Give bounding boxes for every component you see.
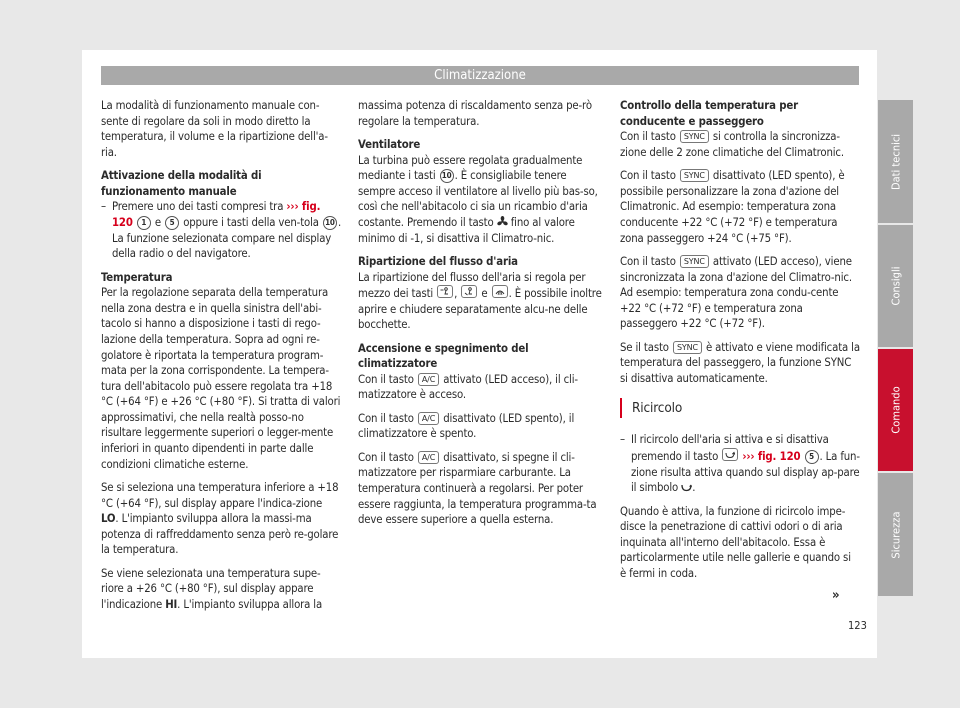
text: è attivato e viene modificata la temperatura del passeggero, la funzione SYNC si disattiva automaticamente. bbox=[620, 340, 860, 385]
callout-number: 10 bbox=[323, 216, 337, 230]
ac-paragraph-2 bbox=[358, 411, 602, 442]
section-title-recirculation: Ricircolo bbox=[620, 398, 860, 418]
fan-icon bbox=[497, 216, 508, 227]
text: . È possibile inoltre aprire e chiudere separatamente alcu-ne delle bocchette. bbox=[358, 287, 602, 332]
sync-paragraph-2 bbox=[620, 168, 860, 246]
callout-number: 5 bbox=[805, 450, 819, 464]
text: Se si seleziona una temperatura inferiore a +18 °C (+64 °F), sul display appare l'indica-zione bbox=[101, 481, 339, 510]
temperature-hi-paragraph bbox=[101, 566, 341, 613]
recirculation-symbol-icon bbox=[681, 483, 692, 492]
tab-sicurezza[interactable] bbox=[878, 473, 913, 596]
text: Con il tasto bbox=[620, 254, 676, 268]
airflow-windshield-icon bbox=[492, 285, 508, 298]
text: attivato (LED acceso), il cli-matizzatore è acceso. bbox=[358, 372, 578, 402]
recirculation-step bbox=[620, 432, 860, 495]
lo-indicator: LO bbox=[101, 512, 116, 526]
text: fino al valore minimo di -1, si disattiva il Climatro-nic. bbox=[358, 215, 575, 245]
page-number: 123 bbox=[848, 619, 867, 632]
distribution-paragraph bbox=[358, 270, 602, 333]
tab-dati-tecnici[interactable] bbox=[878, 100, 913, 223]
heading-sync: Controllo della temperatura per conducente e passeggero bbox=[620, 99, 798, 128]
sync-paragraph-3 bbox=[620, 254, 860, 332]
sync-paragraph-1 bbox=[620, 129, 860, 160]
tab-label: Sicurezza bbox=[889, 510, 902, 559]
text: Se viene selezionata una temperatura supe-riore a +26 °C (+80 °F), sul display appare l'indicazione bbox=[101, 566, 321, 611]
heading-ac: Accensione e spegnimento del climatizzatore bbox=[358, 341, 529, 371]
heading-temperature: Temperatura bbox=[101, 270, 173, 284]
heading-fan: Ventilatore bbox=[358, 137, 421, 151]
ac-key: A/C bbox=[418, 373, 439, 386]
text: . L'impianto sviluppa allora la massi-ma potenza di raffreddamento senza però re-golare la temperatura. bbox=[101, 512, 339, 557]
callout-number: 10 bbox=[440, 169, 454, 183]
sync-key: SYNC bbox=[680, 169, 709, 182]
tab-consigli[interactable] bbox=[878, 225, 913, 347]
text: Con il tasto bbox=[358, 372, 414, 386]
text: La ripartizione del flusso dell'aria si regola per mezzo dei tasti bbox=[358, 270, 586, 301]
airflow-face-icon bbox=[437, 285, 453, 298]
text: . È consigliabile tenere sempre acceso il ventilatore al livello più bas-so, così che nell'abitacolo ci sia un ricambio d'aria costante. Premendo il tasto bbox=[358, 169, 598, 229]
text: si controlla la sincronizza-zione delle 2 zone climatiche del Climatronic. bbox=[620, 130, 844, 159]
continued-paragraph: massima potenza di riscaldamento senza pe-rò regolare la temperatura. bbox=[358, 99, 592, 128]
callout-number: 5 bbox=[165, 216, 179, 230]
text: Con il tasto bbox=[620, 169, 676, 183]
text: . La fun-zione risulta attiva quando sul display ap-pare il simbolo bbox=[631, 450, 860, 495]
tab-label: Comando bbox=[889, 386, 902, 434]
continue-mark: » bbox=[832, 588, 840, 603]
recirculation-icon bbox=[722, 448, 738, 461]
page-header: Climatizzazione bbox=[101, 66, 859, 85]
heading-distribution: Ripartizione del flusso d'aria bbox=[358, 254, 518, 268]
text: disattivato (LED spento), il climatizzatore è spento. bbox=[358, 411, 575, 441]
ac-paragraph-1 bbox=[358, 372, 602, 403]
airflow-feet-icon bbox=[461, 285, 477, 298]
figure-ref[interactable]: fig. 120 bbox=[757, 450, 801, 464]
text: . L'impianto sviluppa allora la bbox=[177, 598, 323, 611]
temperature-paragraph: Per la regolazione separata della temperatura nella zona destra e in quella sinistra dell'abi-tacolo si hanno a disposizione i tasti di rego-lazione della temperatura. Sopra ad ogni re-golatore è riportata la temperatura program-mata per la zona corrispondente. La tempera-tura dell'abitacolo può essere regolata tra +18 °C (+64 °F) e +26 °C (+80 °F). Si tratta di valori approssimativi, che nella realtà posso-no risultare leggermente superiori o legger-mente inferiori in quanto dipendenti in parte dalle condizioni climatiche esterne. bbox=[101, 286, 341, 471]
text: Il ricircolo dell'aria si attiva e si disattiva premendo il tasto bbox=[631, 433, 829, 464]
text: e bbox=[481, 287, 488, 301]
text: . bbox=[692, 481, 696, 495]
temperature-lo-paragraph bbox=[101, 480, 341, 558]
activation-step bbox=[101, 199, 341, 261]
hi-indicator: HI bbox=[165, 598, 178, 611]
column-3 bbox=[620, 98, 860, 589]
text: , bbox=[454, 287, 458, 301]
text: Con il tasto bbox=[358, 450, 414, 464]
sync-key: SYNC bbox=[680, 130, 709, 143]
ac-key: A/C bbox=[418, 412, 439, 425]
text: La turbina può essere regolata gradualmente mediante i tasti bbox=[358, 153, 583, 183]
text: disattivato, si spegne il cli-matizzatore per risparmiare carburante. La temperatura continuerà a regolarsi. Per poter essere raggiunta, la temperatura programma-ta deve essere superiore a quella esterna. bbox=[358, 450, 597, 527]
tab-label: Consigli bbox=[889, 266, 902, 306]
recirculation-paragraph: Quando è attiva, la funzione di ricircolo impe-disce la penetrazione di cattivi odori o di aria inquinata all'interno dell'abitacolo. Essa è particolarmente utile nelle gallerie e quando si è fermi in coda. bbox=[620, 504, 851, 581]
ac-paragraph-3 bbox=[358, 450, 602, 528]
text: disattivato (LED spento), è possibile personalizzare la zona d'azione del Climatronic. Ad esempio: temperatura zona conducente +22 °C (+72 °F) e temperatura zona passeggero +24 °C (+75 °F). bbox=[620, 169, 845, 245]
figure-ref[interactable]: fig. 120 bbox=[112, 200, 321, 229]
text: Con il tasto bbox=[358, 411, 414, 425]
tab-comando[interactable] bbox=[878, 349, 913, 471]
text: Con il tasto bbox=[620, 130, 676, 144]
step-text: e bbox=[154, 215, 162, 229]
sync-paragraph-4 bbox=[620, 340, 860, 387]
text: Se il tasto bbox=[620, 340, 669, 354]
fan-paragraph bbox=[358, 153, 602, 247]
figure-link[interactable]: ››› fig. 120 bbox=[742, 450, 801, 464]
column-1 bbox=[101, 98, 341, 620]
tab-label: Dati tecnici bbox=[889, 133, 902, 190]
sync-key: SYNC bbox=[680, 255, 709, 268]
figure-link[interactable]: ››› fig. 120 bbox=[112, 200, 321, 229]
text: attivato (LED acceso), viene sincronizzata la zona d'azione del Climatro-nic. Ad esempio: temperatura zona condu-cente +22 °C (+72 °F) e temperatura zona passeggero +22 °C (+72 °F). bbox=[620, 254, 852, 331]
heading-activation: Attivazione della modalità di funzionamento manuale bbox=[101, 169, 262, 198]
intro-paragraph: La modalità di funzionamento manuale con-sente di regolare da soli in modo diretto la temperatura, il volume e la ripartizione dell'a-ria. bbox=[101, 99, 328, 159]
ac-key: A/C bbox=[418, 451, 439, 464]
step-text: Premere uno dei tasti compresi tra bbox=[112, 200, 284, 214]
step-text: oppure i tasti della ven-tola bbox=[183, 215, 319, 229]
sync-key: SYNC bbox=[673, 341, 702, 354]
callout-number: 1 bbox=[137, 216, 151, 230]
step-text: . La funzione selezionata compare nel display della radio o del navigatore. bbox=[112, 215, 342, 261]
column-2 bbox=[358, 98, 602, 536]
